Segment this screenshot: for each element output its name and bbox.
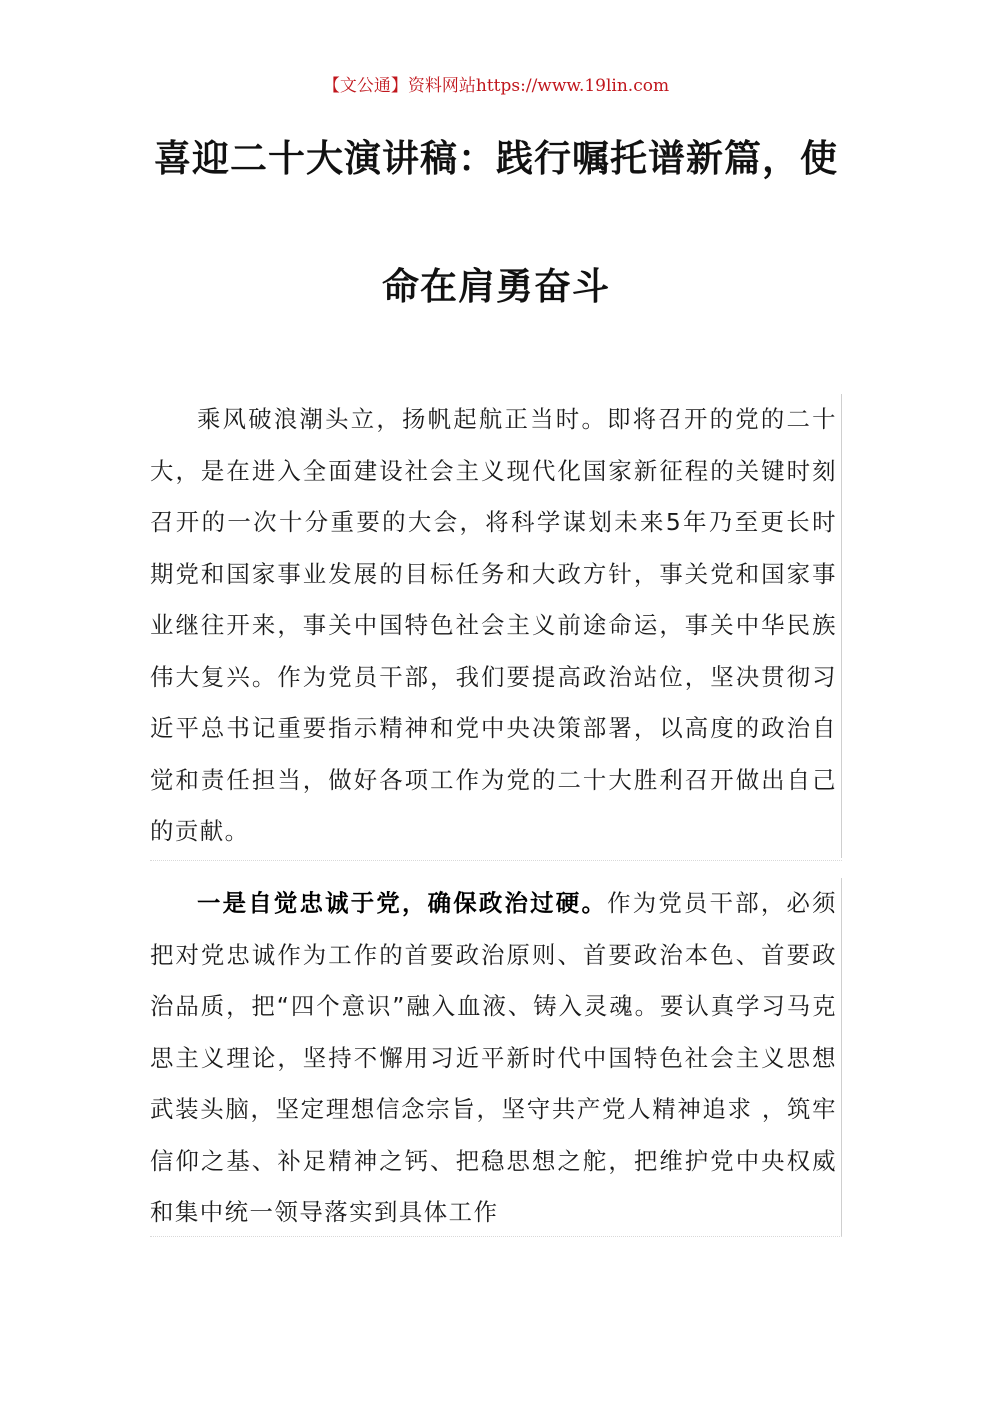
paragraph-block-2 [150, 878, 842, 1236]
paragraph-1: 乘风破浪潮头立，扬帆起航正当时。即将召开的党的二十大，是在进入全面建设社会主义现代化国家新征程的关键时刻召开的一次十分重要的大会，将科学谋划未来5年乃至更长时期党和国家事业发展的目标任务和大政方针，事关党和国家事业继往开来，事关中国特色社会主义前途命运，事关中华民族伟大复兴。作为党员干部，我们要提高政治站位，坚决贯彻习近平总书记重要指示精神和党中央决策部署，以高度的政治自觉和责任担当，做好各项工作为党的二十大胜利召开做出自己的贡献。 [150, 405, 837, 845]
paragraph-divider [150, 860, 842, 861]
page-bottom-divider [150, 1236, 842, 1237]
paragraph-block-1 [150, 394, 842, 858]
document-title-line-1: 喜迎二十大演讲稿：践行嘱托谱新篇，使 [154, 136, 838, 180]
paragraph-2-heading: 一是自觉忠诚于党，确保政治过硬。 [197, 889, 608, 917]
document-title-line-2: 命在肩勇奋斗 [382, 264, 610, 308]
paragraph-2 [150, 878, 837, 1239]
site-banner: 【文公通】资料网站https://www.19lin.com [322, 76, 670, 96]
paragraph-2-body: 作为党员干部，必须把对党忠诚作为工作的首要政治原则、首要政治本色、首要政治品质，把“四个意识”融入血液、铸入灵魂。要认真学习马克思主义理论，坚持不懈用习近平新时代中国特色社会主义思想武装头脑，坚定理想信念宗旨，坚守共产党人精神追求 ，筑牢信仰之基、补足精神之钙、把稳思想之舵，把维护党中央权威和集中统一领导落实到具体工作 [150, 889, 838, 1226]
